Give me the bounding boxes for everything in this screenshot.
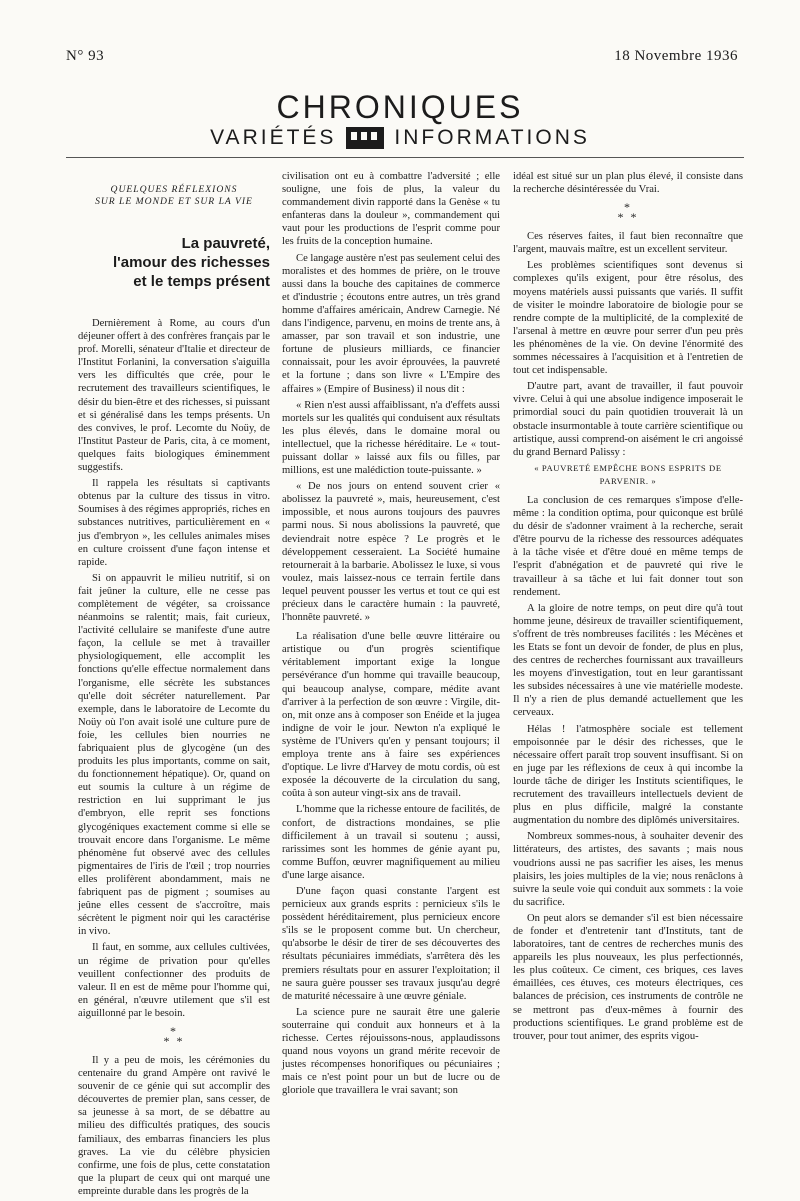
masthead-title: CHRONIQUES [276, 89, 524, 125]
paragraph: Ces réserves faites, il faut bien reconnaître que l'argent, mauvais maître, est un excellent serviteur. [513, 231, 743, 256]
title-line-1: La pauvreté, [181, 235, 270, 252]
paragraph: La science pure ne saurait être une galerie souterraine qui conduit aux honneurs et à la richesse. Certes réjouissons-nous, applaudissons quand nous voyons un grand mérite recevoir de justes récompenses honorifiques ou pécuniaires ; mais ce n'est point pour un but de lucre ou de gloriole que travaillera le vrai savant; son [282, 1006, 500, 1097]
paragraph: Nombreux sommes-nous, à souhaiter devenir des littérateurs, des artistes, des savants ; mais nous voudrions aussi ne pas sacrifier les aises, les menus plaisirs, les joies multiples de la vie; nous renâclons à suivre la seule voie qui conduit aux sommets : la voie du sacrifice. [513, 831, 743, 908]
issue-date: 18 Novembre 1936 [614, 48, 738, 64]
masthead-subtitle [0, 126, 800, 150]
paragraph: Si on appauvrit le milieu nutritif, si on fait jeûner la culture, elle ne cesse pas complètement de végéter, sa croissance néanmoins se ralentit; mais, fait curieux, l'activité cellulaire se manifeste d'une autre façon, la cellule se met à travailler physiologiquement, elle accomplit les fonctions qu'elle effectue normalement dans l'organisme, elle sécrète les substances qu'elle doit sécréter naturellement. Par exemple, dans le laboratoire de Lecomte du Noüy où l'on avait isolé une culture pure de foie, les cellules bien nourries ne fabriquaient plus de glycogène (un des produits les plus importants, comme on sait, du fonctionnement hépatique). Or, quand on eut soumis la culture à un régime de restriction en lui supprimant le jus d'embryon, elle reprit ses fonctions glycogéniques exactement comme si elle se trouvait encore dans l'organisme. Le même phénomène fut observé avec des cellules pigmentaires de l'iris de l'œil ; trop nourries elles prolifèrent abondamment, mais ne fabriquent pas de pigment ; soumises au jeûne elles cessent de s'accroître, mais sécrètent le pigment noir qui les caractérise in vivo. [78, 572, 270, 938]
quote-paragraph: « De nos jours on entend souvent crier « abolissez la pauvreté », mais, heureusement, c'est impossible, et nous aurons toujours des pauvres parmi nous. Si nous abolissions la pauvreté, que deviendrait notre espèce ? Le progrès et le développement cesseraient. La Société humaine retournerait à la barbarie. Abolissez le luxe, si vous voulez, mais laissez-nous ce terrain fertile dans lequel peuvent pousser les vertus et tout ce qui est précieux dans le caractère humain : la pauvreté, l'honnête pauvreté. » [282, 481, 500, 624]
paragraph: La conclusion de ces remarques s'impose d'elle-même : la condition optima, pour quiconque est brûlé du désir de s'adonner vraiment à la recherche, serait d'être pourvu de la richesse des ressources adéquates à la tâche visée et d'être doué en même temps de l'esprit d'abnégation et de pauvreté qui rive le travailleur à sa tâche et lui fait donner tout son rendement. [513, 494, 743, 598]
paragraph: idéal est situé sur un plan plus élevé, il consiste dans la recherche désintéressée du Vrai. [513, 171, 743, 196]
issue-number: N° 93 [66, 48, 105, 64]
masthead-right: INFORMATIONS [394, 126, 590, 149]
quote-paragraph: « Rien n'est aussi affaiblissant, n'a d'effets aussi mortels sur les qualités qui conduisent aux résultats les plus élevés, dans le domaine moral ou intellectuel, que la richesse héréditaire. Le « tout-puissant dollar » laissé aux fils ou filles, par millions, est une malédiction toute-puissante. » [282, 399, 501, 477]
paragraph: D'une façon quasi constante l'argent est pernicieux aux grands esprits : pernicieux s'ils le possèdent héréditairement, plus pernicieux encore s'ils se le proposent comme but. Un chercheur, qu'absorbe le désir de tirer de ses découvertes des résultats pécuniaires immédiats, s'arrêtera dès les premiers résultats pour en assurer l'exploitation; il ne saura guère pousser ses travaux jusqu'au degré de maturité nécessaire à une œuvre géniale. [282, 885, 500, 1002]
kicker-line-1: QUELQUES RÉFLEXIONS [110, 184, 238, 195]
paragraph: Il y a peu de mois, les cérémonies du centenaire du grand Ampère ont ravivé le souvenir de ce génie qui sut accomplir des découvertes de premier plan, sans cesser, de sa jeunesse à sa mort, de se débattre au milieu des difficultés pratiques, des soucis familiaux, des embarras financiers les plus graves. La vie du célèbre physicien confirme, une fois de plus, cette constatation que la plupart de ceux qui ont marqué une empreinte durable dans les progrès de la [78, 1054, 270, 1197]
section-separator: * * * [617, 200, 639, 225]
paragraph: Ce langage austère n'est pas seulement celui des moralistes et des hommes de prière, on le trouve aussi dans la bouche des capitaines de commerce et d'industrie ; écoutons entre autres, un très grand homme d'affaires américain, Andrew Carnegie. Né dans l'indigence, parvenu, en moins de trente ans, à amasser, par son travail et son industrie, une fortune de plusieurs milliards, ce financier connaissait, pour les avoir éprouvées, la pauvreté et la fortune ; dans son livre « L'Empire des affaires » (Empire of Business) il nous dit : [282, 252, 500, 395]
paragraph: L'homme que la richesse entoure de facilités, de confort, de distractions mondaines, se plie difficilement à un travail si soutenu ; aussi, rarissimes sont les hommes de génie ayant pu, comme Buffon, œuvrer magnifiquement au milieu d'une large aisance. [282, 804, 500, 881]
column-1 [78, 170, 270, 1201]
masthead-logo-icon [346, 127, 384, 149]
paragraph: Il faut, en somme, aux cellules cultivées, un régime de privation pour qu'elles veuillent confectionner des produits de valeur. Il en est de même pour l'homme qui, en général, n'œuvre utilement que s'il est aiguillonné par le besoin. [78, 942, 270, 1019]
paragraph: D'autre part, avant de travailler, il faut pouvoir vivre. Celui à qui une absolue indigence imposerait le primordial souci du pain quotidien trouverait là un obstacle insurmontable à toute carrière scientifique ou artistique, aussi comprend-on aisément le cri angoissé du grand Bernard Palissy : [513, 381, 743, 458]
paragraph: On peut alors se demander s'il est bien nécessaire de fonder et d'entretenir tant d'Instituts, tant de laboratoires, tant de centres de recherches munis des appareils les plus nouveaux, les plus perfectionnés, les plus coûteux. Ce ciment, ces briques, ces laves émaillées, ces étuves, ces moteurs électriques, ces balances de précision, ces instruments de contrôle ne se mettront pas d'eux-mêmes à fournir des productions scientifiques. Le grand problème est de trouver, pour tout animer, des esprits vigou- [513, 912, 743, 1042]
header-rule [66, 157, 744, 158]
column-3 [513, 170, 743, 1046]
article-kicker [78, 184, 270, 208]
masthead-left: VARIÉTÉS [210, 126, 337, 149]
title-line-3: et le temps présent [133, 273, 270, 290]
paragraph: A la gloire de notre temps, on peut dire qu'à tout homme jeune, désireux de travailler scientifiquement, s'offrent de très nombreuses facilités : les Mécènes et les Etats se font un devoir de fonder, de plus en plus, des centres de recherches fournissant aux travailleurs les moyens d'investigation, tout en leur garantissant les subsides nécessaires à une vie matérielle modeste. Il n'y a rien de plus demandé actuellement que les cerveaux. [513, 602, 743, 719]
section-separator: * * * [163, 1023, 185, 1048]
masthead [0, 90, 800, 150]
paragraph: Hélas ! l'atmosphère sociale est tellement empoisonnée par le désir des richesses, que le nécessaire offert paraît trop souvent insuffisant. Si on en juge par les réflexions de ceux à qui incombe la lourde tâche de diriger les Instituts scientifiques, le recrutement des travailleurs intellectuels devient de plus en plus difficile, malgré la constante augmentation du nombre des diplômés universitaires. [513, 723, 743, 827]
palissy-quote: « PAUVRETÉ EMPÊCHE BONS ESPRITS DE PARVENIR. » [534, 462, 722, 486]
paragraph: civilisation ont eu à combattre l'adversité ; elle souligne, une fois de plus, la valeur du commandement divin rapporté dans la Genèse « tu enfanteras dans la douleur », commandement qui vaut pour les productions de l'esprit comme pour les fruits de la conception humaine. [282, 171, 500, 248]
column-2 [282, 170, 500, 1100]
kicker-line-2: SUR LE MONDE ET SUR LA VIE [95, 196, 253, 207]
paragraph: Les problèmes scientifiques sont devenus si complexes qu'ils exigent, pour être résolus, des moyens matériels aussi puissants que variés. Il suffit de visiter le moindre laboratoire de biologie pour se rendre compte de la multiplicité, de la complexité de l'arsenal à mettre en œuvre pour serrer d'un peu près les phénomènes de la vie. On devine l'énormité des sommes nécessaires à l'acquisition et à l'entretien de tout cet indispensable. [513, 260, 743, 377]
paragraph: La réalisation d'une belle œuvre littéraire ou artistique ou d'un progrès scientifique véritablement important exige la longue persévérance d'un homme qui travaille beaucoup, qui beaucoup analyse, compare, médite avant d'arriver à la perfection de son œuvre : Virgile, dit-on, mit onze ans à composer son Enéide et la jugea indigne de voir le jour. Newton n'a expliqué le système de l'Univers qu'en y pensant toujours; il employa trente ans à faire ses expériences d'optique. Le livre d'Harvey de motu cordis, où est exposée la découverte de la circulation du sang, coûta à son auteur vingt-six ans de travail. [282, 631, 500, 800]
title-line-2: l'amour des richesses [113, 254, 270, 271]
article-title [78, 234, 270, 291]
paragraph: Il rappela les résultats si captivants obtenus par la culture des tissus in vitro. Soumises à des régimes appropriés, riches en substances nutritives, particulièrement en « jus d'embryon », les cellules animales mises en culture croissent d'une façon intense et rapide. [78, 478, 270, 568]
paragraph: Dernièrement à Rome, au cours d'un déjeuner offert à des confrères français par le prof. Morelli, sénateur d'Italie et directeur de l'Institut Forlanini, la conversation s'aiguilla vers les difficultés que crée, pour le recrutement des travailleurs scientifiques, le désir du bien-être et des richesses, si puissant et si généralisé dans les temps présents. Un des convives, le prof. Lecomte du Noüy, de l'Institut Pasteur de Paris, cita, à ce moment, quelques faits biologiques éminemment suggestifs. [78, 318, 270, 474]
